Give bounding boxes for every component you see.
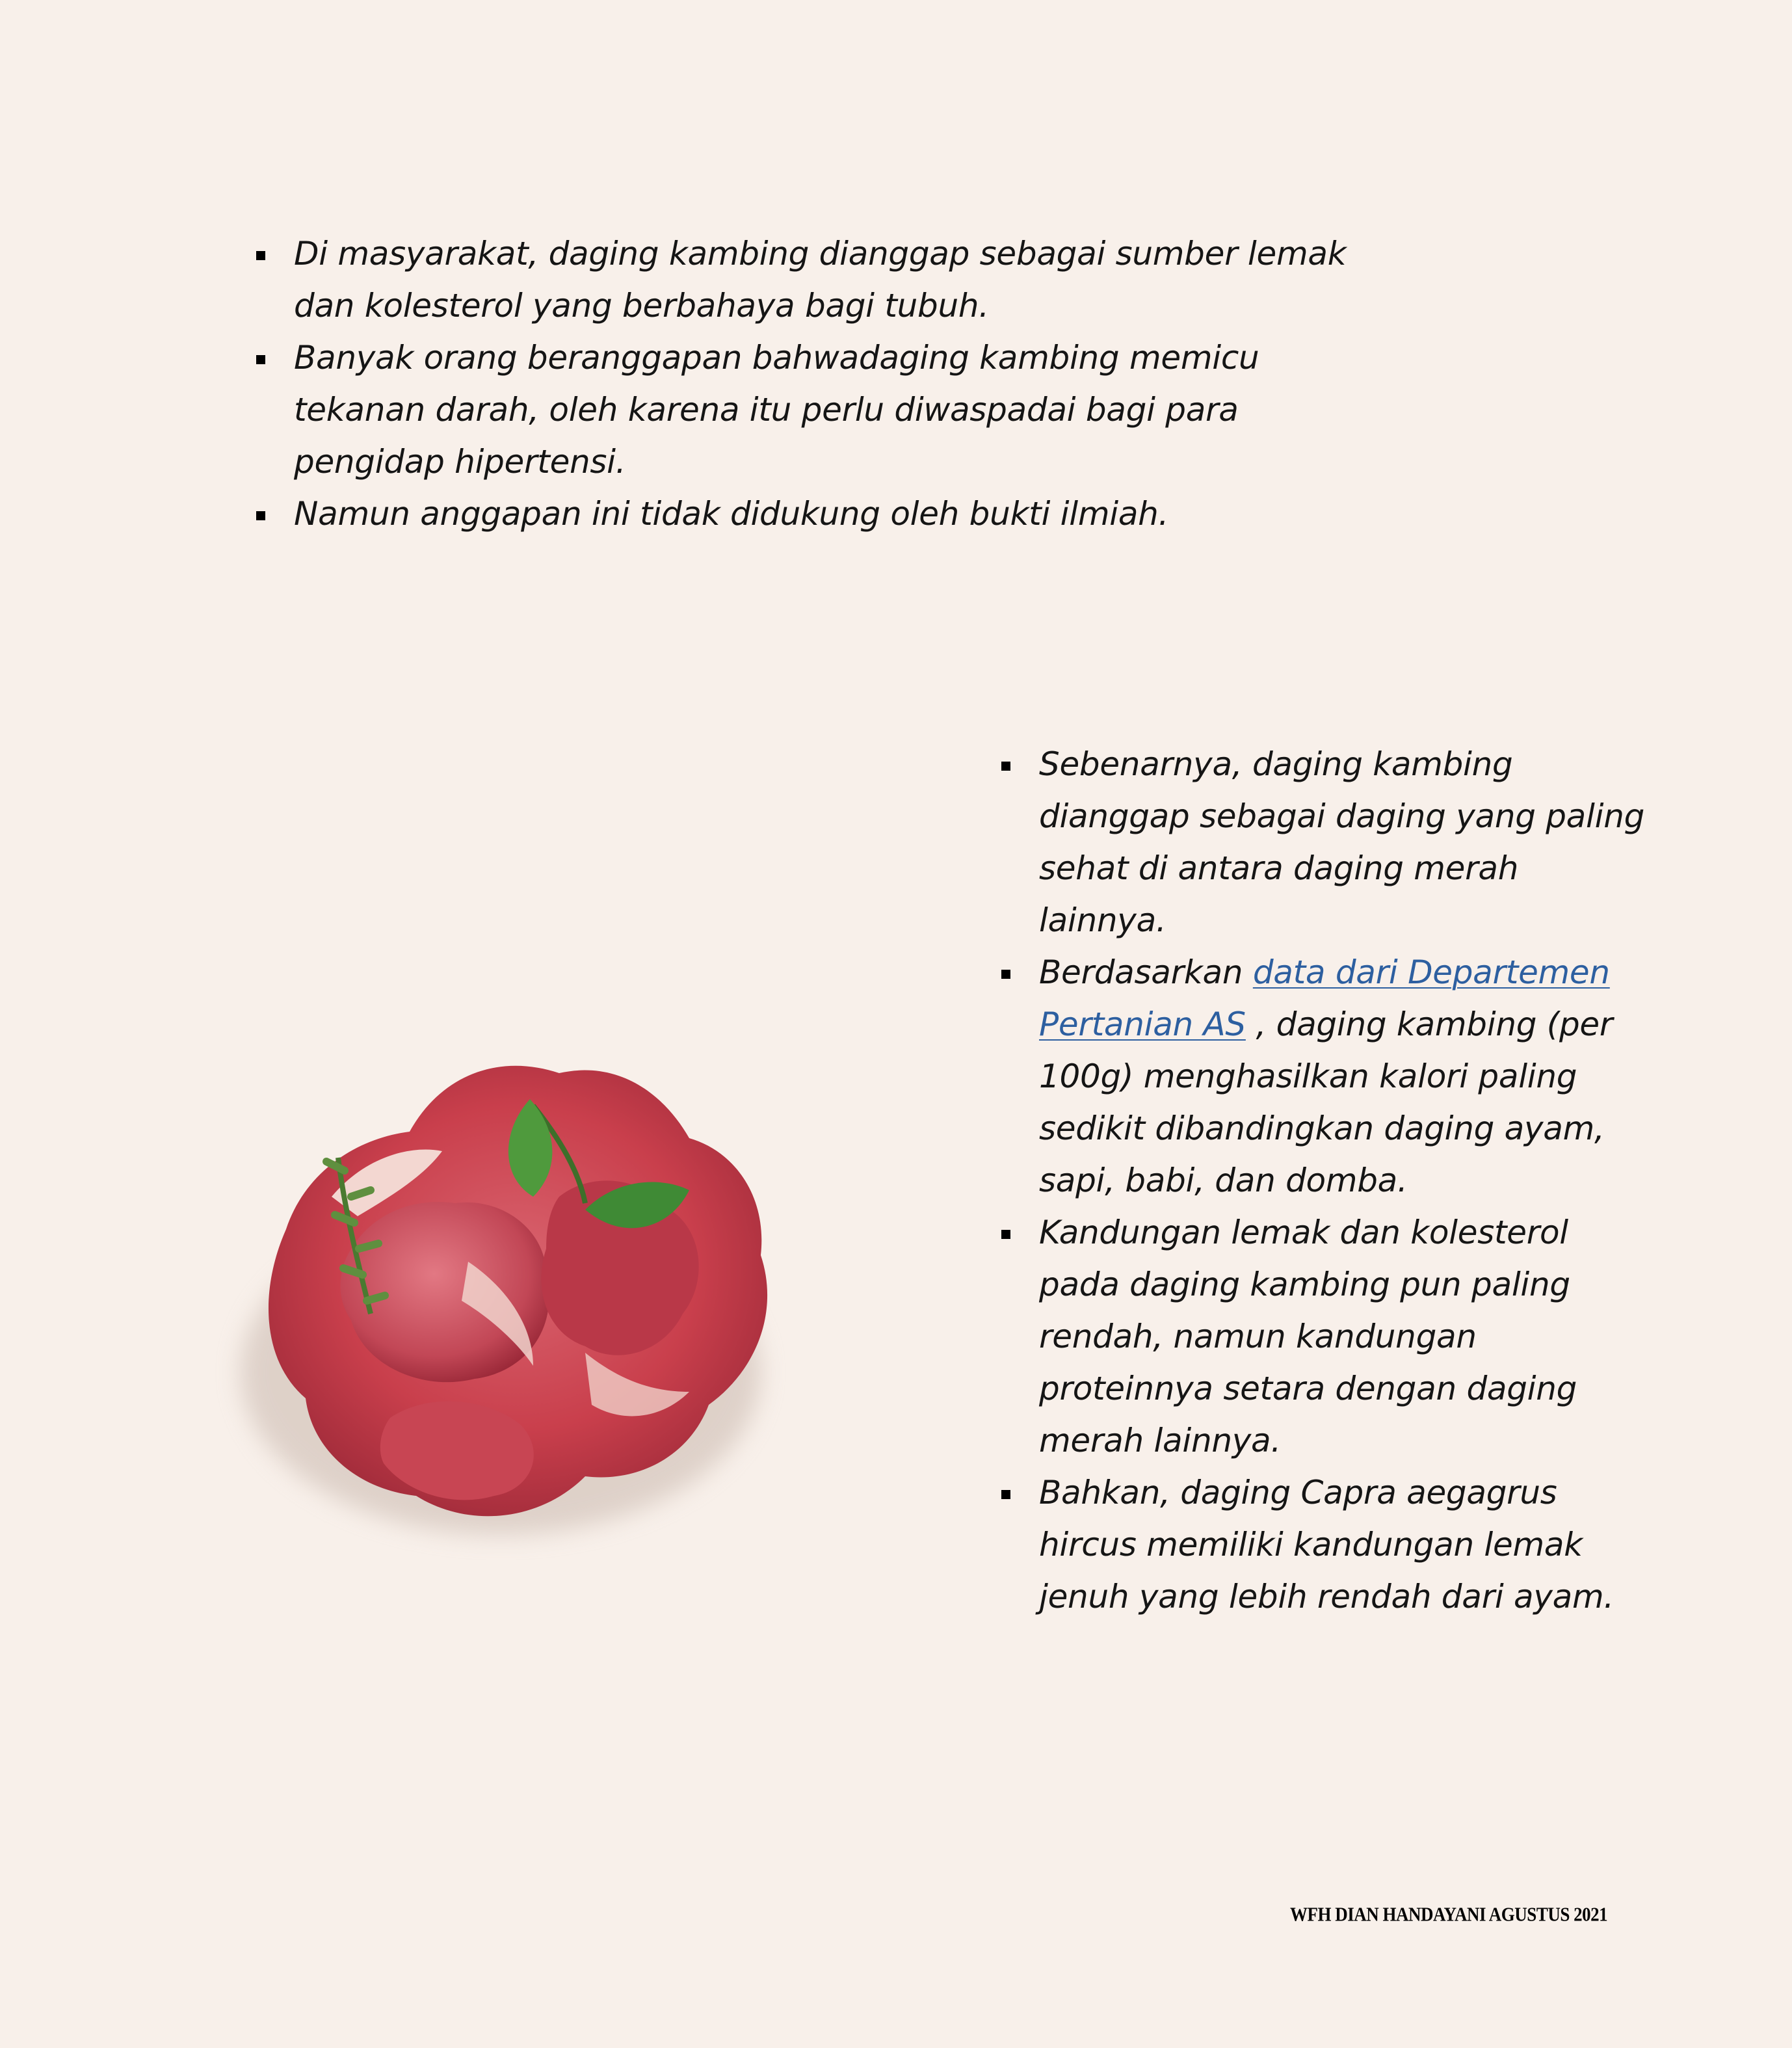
right-bullet-list (1000, 738, 1650, 1623)
bullet-item: Banyak orang beranggapan bahwadaging kambing memicu tekanan darah, oleh karena itu perlu diwaspadai bagi para pengidap hipertensi. (255, 332, 1360, 488)
bullet-text: Berdasarkan (1039, 953, 1253, 991)
goat-meat-photo (195, 924, 832, 1600)
bullet-text: , daging kambing (per 100g) menghasilkan kalori paling sedikit dibandingkan daging ayam, sapi, babi, dan domba. (1039, 1005, 1613, 1199)
bullet-item: Sebenarnya, daging kambing dianggap sebagai daging yang paling sehat di antara daging merah lainnya. (1000, 738, 1650, 946)
bullet-item: Kandungan lemak dan kolesterol pada daging kambing pun paling rendah, namun kandungan proteinnya setara dengan daging merah lainnya. (1000, 1206, 1650, 1467)
bullet-text: memiliki kandungan lemak jenuh yang lebih rendah dari ayam. (1039, 1526, 1614, 1616)
bullet-item (1000, 946, 1650, 1206)
bullet-item (1000, 1467, 1650, 1623)
usda-data-link[interactable]: data dari Departemen Pertanian AS (1039, 953, 1610, 1043)
bullet-item: Di masyarakat, daging kambing dianggap sebagai sumber lemak dan kolesterol yang berbahaya bagi tubuh. (255, 228, 1360, 332)
bullet-item: Namun anggapan ini tidak didukung oleh bukti ilmiah. (255, 488, 1360, 540)
bullet-text: Bahkan, daging (1039, 1474, 1301, 1511)
species-name: Capra aegagrus hircus (1039, 1474, 1557, 1563)
top-bullet-list (255, 228, 1360, 540)
footer-note: WFH DIAN HANDAYANI AGUSTUS 2021 (1290, 1903, 1608, 1926)
